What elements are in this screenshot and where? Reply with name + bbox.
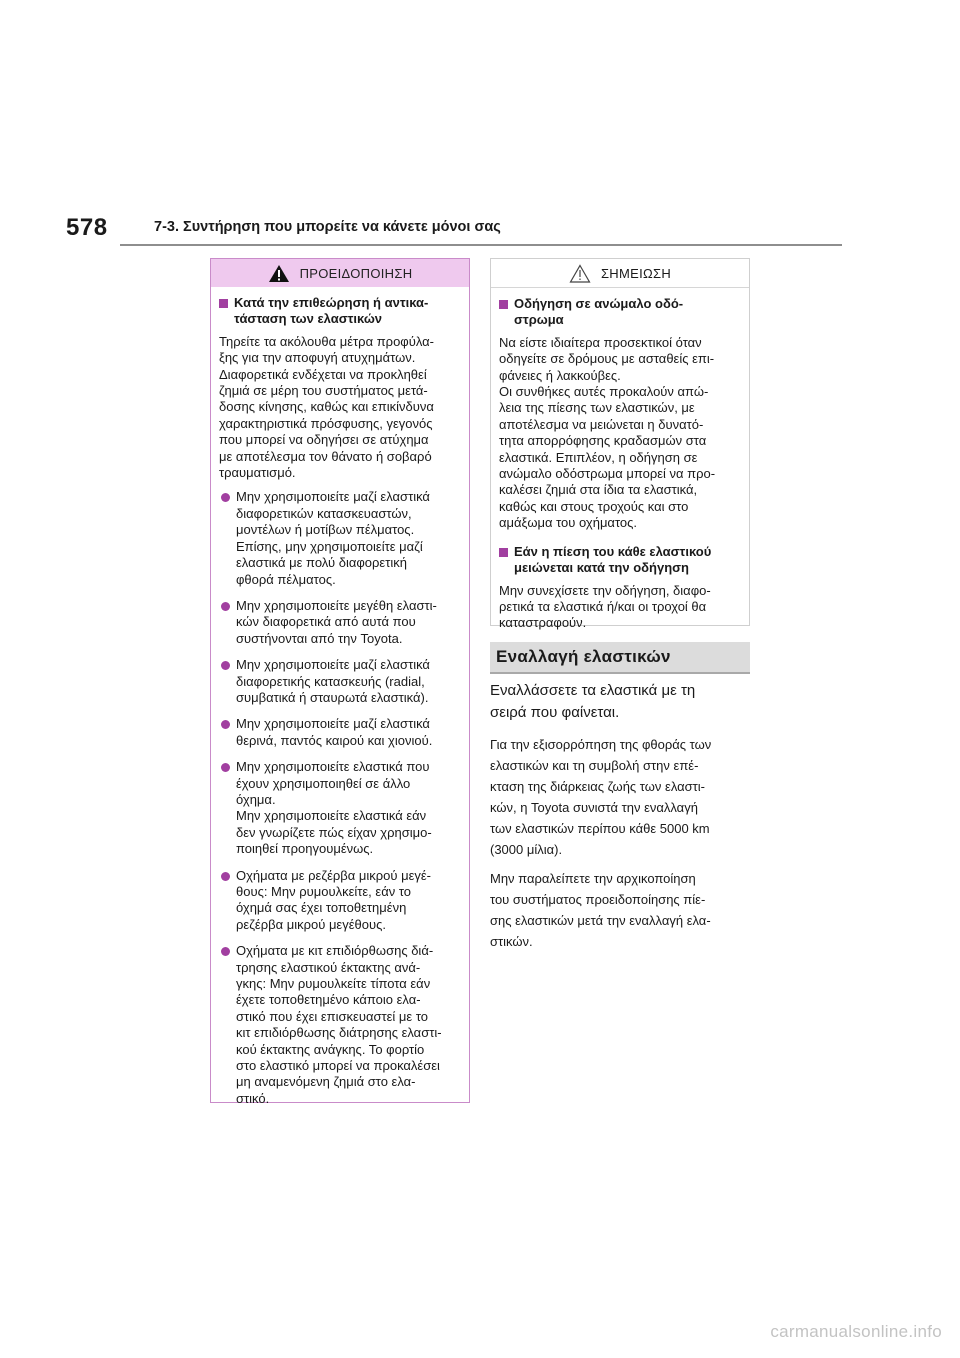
round-bullet-icon	[221, 763, 230, 772]
warning-intro: Τηρείτε τα ακόλουθα μέτρα προφύλα- ξης για την αποφυγή ατυχημάτων. Διαφορετικά ενδέχεται να προκληθεί ζημιά σε μέρη του συστήματος μετά- δοσης κίνησης, καθώς και επικίνδυνα χαρακτηριστικά πρόσφυσης, γεγονός που μπορεί να οδηγήσει σε ατύχημα με αποτέλεσμα τον θάνατο ή σοβαρό τραυματισμό.	[219, 333, 434, 481]
warning-bullet-text: Μην χρησιμοποιείτε ελαστικά που έχουν χρησιμοποιηθεί σε άλλο όχημα. Μην χρησιμοποιείτε ελαστικά εάν δεν γνωρίζετε πώς είχαν χρησιμο- ποιηθεί προηγουμένως.	[236, 759, 432, 857]
note-box	[490, 258, 750, 631]
note-subheading-text: Εάν η πίεση του κάθε ελαστικού μειώνεται κατά την οδήγηση	[514, 543, 712, 576]
page-header	[120, 0, 842, 246]
square-bullet-icon	[499, 300, 508, 309]
warning-bullet	[219, 598, 461, 647]
warning-bullet	[219, 489, 461, 587]
tire-change-paragraph: Μην παραλείπετε την αρχικοποίηση του συστήματος προειδοποίησης πίε- σης ελαστικών μετά την εναλλαγή ελα- στικών.	[490, 871, 711, 949]
warning-bullet-text: Οχήματα με κιτ επιδιόρθωσης διά- τρησης ελαστικού έκτακτης ανά- γκης: Μην ρυμουλκείτε τίποτα εάν έχετε τοποθετημένο κάποιο ελα- στικό που έχει επισκευαστεί με το κιτ επιδιόρθωσης διάτρησης ελαστι- κού έκτακτης ανάγκης. Το φορτίο στο ελαστικό μπορεί να προκαλέσει μη αναμενόμενη ζημιά στο ελα- στικό.	[236, 943, 442, 1106]
page-number: 578	[66, 214, 108, 241]
warning-title: ΠΡΟΕΙΔΟΠΟΙΗΣΗ	[299, 265, 413, 281]
header-rule	[120, 244, 842, 246]
section-title: 7-3. Συντήρηση που μπορείτε να κάνετε μόνοι σας	[154, 219, 501, 235]
warning-bullet-text: Μην χρησιμοποιείτε μεγέθη ελαστι- κών διαφορετικά από αυτά που συστήνονται από την Toyota.	[236, 597, 437, 646]
note-subheading	[499, 544, 741, 577]
warning-triangle-icon	[268, 264, 290, 283]
note-header	[491, 259, 749, 288]
watermark: carmanualsonline.info	[770, 1322, 942, 1341]
round-bullet-icon	[221, 661, 230, 670]
warning-subheading	[219, 295, 461, 328]
square-bullet-icon	[499, 548, 508, 557]
warning-box	[210, 258, 470, 1106]
note-title: ΣΗΜΕΙΩΣΗ	[600, 265, 672, 281]
note-paragraph: Μην συνεχίσετε την οδήγηση, διαφο- ρετικά τα ελαστικά ή/και οι τροχοί θα καταστραφούν.	[499, 582, 711, 631]
round-bullet-icon	[221, 602, 230, 611]
note-subheading	[499, 296, 741, 329]
square-bullet-icon	[219, 299, 228, 308]
warning-bullet	[219, 657, 461, 706]
note-content	[491, 288, 749, 632]
warning-bullet-text: Οχήματα με ρεζέρβα μικρού μεγέ- θους: Μην ρυμουλκείτε, εάν το όχημά σας έχει τοποθετημένη ρεζέρβα μικρού μεγέθους.	[236, 867, 431, 932]
tire-change-body	[490, 680, 752, 960]
warning-bullet-text: Μην χρησιμοποιείτε μαζί ελαστικά διαφορετικής κατασκευής (radial, συμβατικά ή σταυρωτά ελαστικά).	[236, 657, 430, 705]
warning-content	[211, 287, 469, 1107]
round-bullet-icon	[221, 493, 230, 502]
tire-change-lead: Εναλλάσσετε τα ελαστικά με τη σειρά που φαίνεται.	[490, 682, 696, 721]
tire-change-heading: Εναλλαγή ελαστικών	[490, 642, 750, 674]
note-subheading-text: Οδήγηση σε ανώμαλο οδό- στρωμα	[514, 296, 684, 328]
warning-bullet-text: Μην χρησιμοποιείτε μαζί ελαστικά θερινά, παντός καιρού και χιονιού.	[236, 716, 433, 748]
warning-bullet-text: Μην χρησιμοποιείτε μαζί ελαστικά διαφορετικών κατασκευαστών, μοντέλων ή μοτίβων πέλματος. Επίσης, μην χρησιμοποιείτε μαζί ελαστικά με πολύ διαφορετική φθορά πέλματος.	[236, 489, 430, 587]
warning-bullet	[219, 943, 461, 1107]
round-bullet-icon	[221, 872, 230, 881]
warning-header	[211, 259, 469, 287]
round-bullet-icon	[221, 720, 230, 729]
caution-triangle-outline-icon	[569, 264, 591, 283]
warning-subheading-text: Κατά την επιθεώρηση ή αντικα- τάσταση των ελαστικών	[234, 295, 429, 327]
tire-change-paragraph: Για την εξισορρόπηση της φθοράς των ελαστικών και τη συμβολή στην επέ- κταση της διάρκειας ζωής των ελαστι- κών, η Toyota συνιστά την εναλλαγή των ελαστικών περίπου κάθε 5000 km (3000 μίλια).	[490, 737, 712, 857]
round-bullet-icon	[221, 947, 230, 956]
warning-bullet	[219, 716, 461, 749]
note-paragraph: Να είστε ιδιαίτερα προσεκτικοί όταν οδηγείτε σε δρόμους με ασταθείς επι- φάνειες ή λακκούβες. Οι συνθήκες αυτές προκαλούν απώ- λεια της πίεσης των ελαστικών, με αποτέλεσμα να μειώνεται η δυνατό- τητα απορρόφησης κραδασμών στα ελαστικά. Επιπλέον, η οδήγηση σε ανώμαλο οδόστρωμα μπορεί να προ- καλέσει ζημιά στα ίδια τα ελαστικά, καθώς και στους τροχούς και στο αμάξωμα του οχήματος.	[499, 334, 716, 531]
warning-bullet	[219, 759, 461, 857]
warning-bullet	[219, 868, 461, 934]
